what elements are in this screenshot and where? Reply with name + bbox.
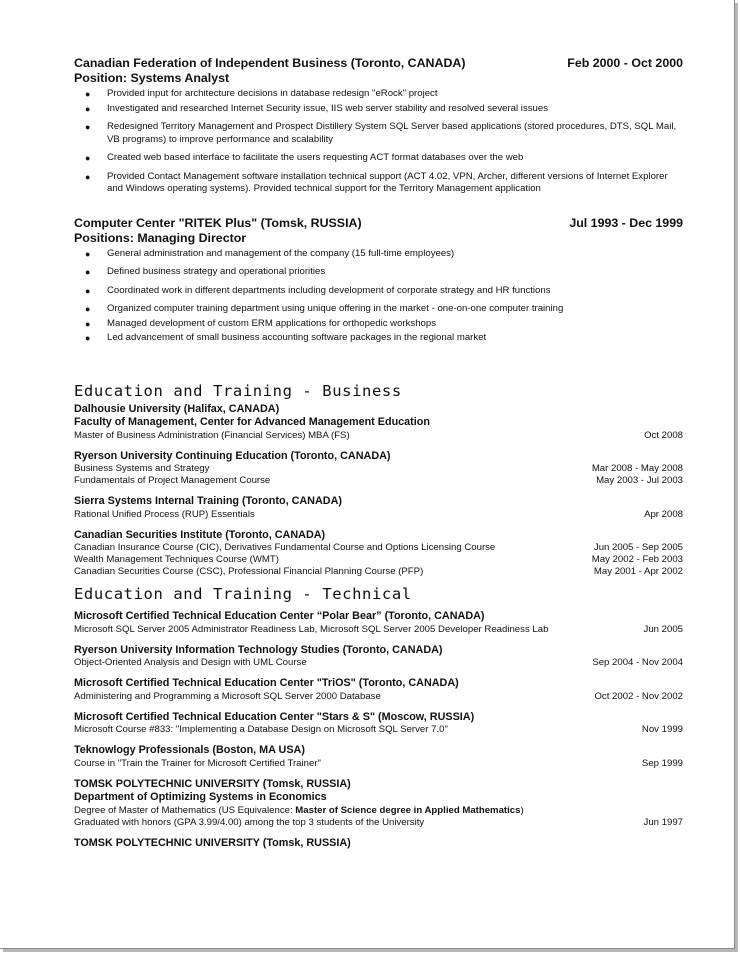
job-dates: Jul 1993 - Dec 1999	[569, 215, 683, 230]
course-row	[74, 817, 683, 829]
institution-name: Sierra Systems Internal Training (Toronto, CANADA)	[74, 495, 342, 507]
course-date: Jun 2005	[643, 623, 683, 635]
course-date: May 2003 - Jul 2003	[596, 475, 683, 486]
degree-text: Degree of Master of Mathematics (US Equivalence: Master of Science degree in Applied Mathematics)	[74, 804, 524, 816]
bullet-item: ● Provided input for architecture decisions in database redesign "eRock" project	[85, 88, 438, 99]
job-position: Position: Systems Analyst	[74, 71, 230, 85]
job-header	[74, 56, 683, 71]
job-header	[74, 216, 683, 231]
education-entry	[74, 711, 683, 737]
bullet-item: ● Provided Contact Management software installation technical support (ACT 4.02, VPN, Archer, different versions of Internet Explorer and Windows operating systems). Provided technical support for the Territory Management application	[85, 170, 668, 194]
course-name: Canadian Securities Course (CSC), Professional Financial Planning Course (PFP)	[74, 566, 424, 577]
course-name: Canadian Insurance Course (CIC), Derivatives Fundamental Course and Options Licensing Course	[74, 542, 496, 553]
institution-name: Ryerson University Continuing Education (Toronto, CANADA)	[74, 449, 391, 462]
course-row	[74, 430, 683, 442]
bullet-item: ● Organized computer training department using unique offering in the market - one-on-one computer training	[85, 303, 564, 314]
course-name: Microsoft Course #833: "Implementing a Database Design on Microsoft SQL Server 7.0"	[74, 724, 448, 735]
section-title-education-technical: Education and Training - Technical	[74, 585, 412, 603]
institution-name: Teknowlogy Professionals (Boston, MA USA)	[74, 744, 305, 756]
education-entry	[74, 450, 683, 488]
course-row	[74, 657, 683, 669]
course-date: Nov 1999	[641, 724, 683, 735]
course-row	[74, 758, 683, 770]
course-name: Master of Business Administration (Financial Services) MBA (FS)	[74, 429, 350, 441]
institution-name: Microsoft Certified Technical Education Center "TriOS" (Toronto, CANADA)	[74, 677, 459, 689]
course-name: Object-Oriented Analysis and Design with UML Course	[74, 657, 307, 668]
course-row	[74, 475, 683, 487]
course-row	[74, 554, 683, 566]
job-entry	[74, 56, 683, 196]
course-name: Course in "Train the Trainer for Microsoft Certified Trainer"	[74, 757, 321, 769]
course-date: Sep 2004 - Nov 2004	[592, 657, 683, 668]
course-name: Business Systems and Strategy	[74, 463, 210, 474]
institution-name: Dalhousie University (Halifax, CANADA)	[74, 402, 280, 415]
degree-row	[74, 805, 683, 817]
degree-equivalent: Master of Science degree in Applied Mathematics	[295, 804, 521, 816]
institution-name: TOMSK POLYTECHNIC UNIVERSITY (Tomsk, RUSSIA)	[74, 777, 351, 790]
course-row	[74, 724, 683, 736]
course-date: Oct 2002 - Nov 2002	[594, 690, 683, 702]
education-entry	[74, 677, 683, 703]
course-date: May 2001 - Apr 2002	[593, 566, 683, 577]
institution-name: TOMSK POLYTECHNIC UNIVERSITY (Tomsk, RUSSIA)	[74, 836, 351, 849]
bullet-item: ● Investigated and researched Internet Security issue, IIS web server stability and resolved several issues	[85, 102, 549, 114]
course-row	[74, 691, 683, 703]
institution-name: Canadian Securities Institute (Toronto, CANADA)	[74, 528, 326, 541]
course-name: Fundamentals of Project Management Course	[74, 475, 271, 486]
education-entry	[74, 610, 683, 636]
course-row	[74, 509, 683, 521]
job-dates: Feb 2000 - Oct 2000	[567, 56, 683, 70]
job-bullets	[74, 88, 683, 196]
course-date: Apr 2008	[644, 508, 683, 520]
course-name: Wealth Management Techniques Course (WMT)	[74, 554, 279, 565]
course-date: Sep 1999	[641, 757, 683, 769]
institution-name: Microsoft Certified Technical Education Center "Stars & S" (Moscow, RUSSIA)	[74, 710, 475, 723]
course-name: Microsoft SQL Server 2005 Administrator Readiness Lab, Microsoft SQL Server 2005 Developer Readiness Lab	[74, 623, 549, 635]
faculty-name: Faculty of Management, Center for Advanced Management Education	[74, 416, 430, 428]
employer-name: Computer Center "RITEK Plus" (Tomsk, RUSSIA)	[74, 215, 362, 230]
section-title-education-business: Education and Training - Business	[74, 381, 402, 400]
course-date: Mar 2008 - May 2008	[591, 463, 683, 474]
bullet-item: ● Defined business strategy and operational priorities	[85, 266, 326, 277]
course-date: Jun 1997	[643, 816, 683, 828]
job-position: Positions: Managing Director	[74, 230, 247, 245]
education-entry	[74, 744, 683, 770]
bullet-item: ● Coordinated work in different departments including development of corporate strategy and HR functions	[85, 284, 551, 296]
department-name: Department of Optimizing Systems in Economics	[74, 791, 327, 803]
job-entry	[74, 216, 683, 345]
education-entry	[74, 837, 683, 851]
education-entry	[74, 778, 683, 829]
education-entry	[74, 529, 683, 579]
course-name: Graduated with honors (GPA 3.99/4.00) among the top 3 students of the University	[74, 816, 425, 828]
bullet-item: ● Redesigned Territory Management and Prospect Distillery System SQL Server based applications (stored procedures, DTS, SQL Mail, VB programs) to improve performance and scalability	[85, 121, 677, 145]
institution-name: Ryerson University Information Technology Studies (Toronto, CANADA)	[74, 643, 443, 656]
course-name: Rational Unified Process (RUP) Essentials	[74, 508, 255, 520]
employer-name: Canadian Federation of Independent Business (Toronto, CANADA)	[74, 56, 466, 70]
course-row	[74, 624, 683, 636]
bullet-item: ● General administration and management of the company (15 full-time employees)	[85, 247, 455, 259]
institution-name: Microsoft Certified Technical Education Center “Polar Bear” (Toronto, CANADA)	[74, 610, 485, 622]
education-entry	[74, 495, 683, 521]
education-entry	[74, 644, 683, 670]
job-bullets	[74, 248, 683, 345]
bullet-item: ● Led advancement of small business accounting software packages in the regional market	[85, 332, 487, 343]
course-name: Administering and Programming a Microsoft SQL Server 2000 Database	[74, 690, 381, 702]
course-row	[74, 542, 683, 554]
course-date: Oct 2008	[644, 429, 683, 441]
course-date: Jun 2005 - Sep 2005	[593, 542, 683, 553]
resume-content	[74, 56, 683, 850]
course-row	[74, 566, 683, 578]
bullet-item: ● Managed development of custom ERM applications for orthopedic workshops	[85, 317, 437, 329]
education-entry	[74, 403, 683, 442]
course-row	[74, 463, 683, 475]
bullet-item: ● Created web based interface to facilitate the users requesting ACT format databases over the web	[85, 152, 524, 163]
course-date: May 2002 - Feb 2003	[591, 554, 683, 565]
